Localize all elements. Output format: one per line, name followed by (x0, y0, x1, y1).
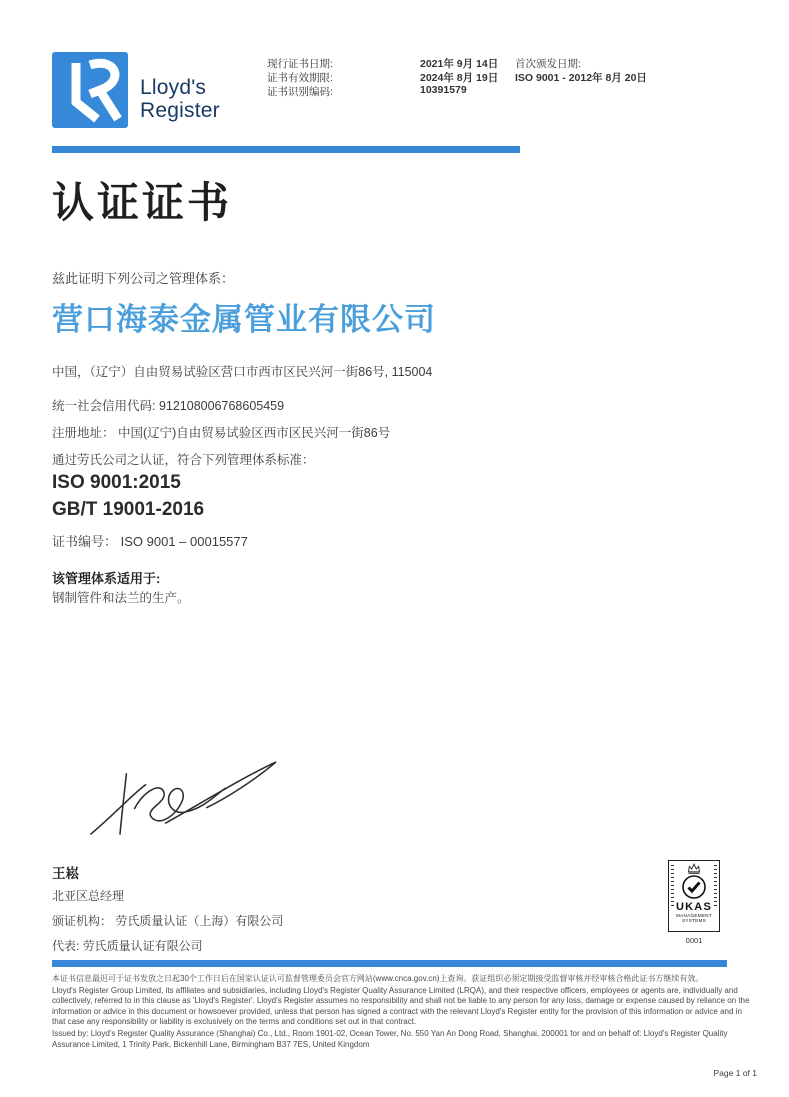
brand-name-line1: Lloyd's (140, 76, 207, 99)
lr-monogram-icon (52, 52, 128, 128)
scope-label: 该管理体系适用于: (52, 571, 161, 586)
document-title: 认证证书 (52, 181, 233, 227)
legal-cn-paragraph: 本证书信息最迟可于证书发放之日起30个工作日后在国家认证认可监督管理委员会官方网站(www.cnca.gov.cn)上查询。获证组织必须定期接受监督审核并经审核合格此证书方继续有效。 (52, 974, 704, 983)
handwritten-signature (78, 748, 288, 848)
company-name: 营口海泰金属管业有限公司 (52, 302, 436, 337)
crown-icon (686, 863, 702, 874)
certificate-number-label: 证书编号： (52, 534, 118, 549)
intro-line: 兹此证明下列公司之管理体系： (52, 271, 235, 286)
scope-text: 钢制管件和法兰的生产。 (52, 591, 190, 605)
ukas-subtitle: MANAGEMENT SYSTEMS (676, 913, 712, 924)
certificate-number-value: ISO 9001 – 00015577 (120, 534, 248, 549)
ukas-word: UKAS (676, 901, 712, 913)
top-divider-bar (52, 146, 520, 153)
brand-name-line2: Register (140, 99, 220, 122)
ukas-accreditation-mark (668, 860, 720, 932)
first-issue-date-value: ISO 9001 - 2012年 8月 20日 (515, 72, 647, 84)
registered-address-line: 注册地址： 中国(辽宁)自由贸易试验区西市区民兴河一街86号 (52, 426, 391, 440)
expiry-date-value: 2024年 8月 19日 (420, 72, 499, 84)
approval-line: 通过劳氏公司之认证，符合下列管理体系标准： (52, 453, 315, 467)
brand-name (140, 76, 220, 122)
check-icon (681, 874, 707, 900)
ukas-number: 0001 (685, 936, 703, 945)
ukas-left-ticks (671, 865, 674, 907)
company-address: 中国，（辽宁）自由贸易试验区营口市西市区民兴河一街86号, 115004 (52, 365, 433, 379)
legal-footer (52, 974, 757, 1051)
credit-code-line: 统一社会信用代码: 912108006768605459 (52, 399, 285, 413)
standard-gbt: GB/T 19001-2016 (52, 499, 205, 520)
first-issue-date-label: 首次颁发日期: (515, 58, 581, 70)
legal-issued-paragraph: Issued by: Lloyd's Register Quality Assurance (Shanghai) Co., Ltd., Room 1901-02, Ocean Tower, No. 550 Yan An Dong Road, Shanghai, 200001 for and on behalf of: Lloyd's Register Quality Assurance Limited, 1 Trinity Park, Bickenhill Lane, Birmingham B37 7ES, United Kingdom (52, 1028, 728, 1049)
ukas-right-ticks (714, 865, 717, 907)
representative-line: 代表: 劳氏质量认证有限公司 (52, 939, 203, 953)
current-issue-date-label: 现行证书日期: (267, 58, 333, 70)
legal-en-paragraph: Lloyd's Register Group Limited, its affiliates and subsidiaries, including Lloyd's Register Quality Assurance Limited (LRQA), and their respective officers, employees or agents are, individually and collectively, referred to in this clause as 'Lloyd's Register'. Lloyd's Register assumes no responsibility and shall not be liable to any person for any loss, damage or expense caused by reliance on the information or advice in this document or howsoever provided, unless that person has signed a contract with the relevant Lloyd's Register entity for the provision of this information or advice and in that case any responsibility or liability is exclusively on the terms and conditions set out in that contract. (52, 985, 750, 1027)
standard-iso: ISO 9001:2015 (52, 472, 181, 493)
lloyds-register-logo (52, 52, 128, 128)
page-number: Page 1 of 1 (713, 1068, 757, 1078)
current-issue-date-value: 2021年 9月 14日 (420, 58, 499, 70)
expiry-date-label: 证书有效期限: (267, 72, 333, 84)
issuing-body-line: 颁证机构： 劳氏质量认证（上海）有限公司 (52, 914, 284, 928)
signatory-title: 北亚区总经理 (52, 889, 125, 903)
certificate-number-line (52, 531, 248, 550)
standards-block (52, 469, 204, 523)
signatory-name: 王崧 (52, 866, 79, 881)
bottom-divider-bar (52, 960, 727, 967)
certificate-id-label: 证书识别编码: (267, 86, 333, 98)
certificate-id-value: 10391579 (420, 84, 467, 96)
